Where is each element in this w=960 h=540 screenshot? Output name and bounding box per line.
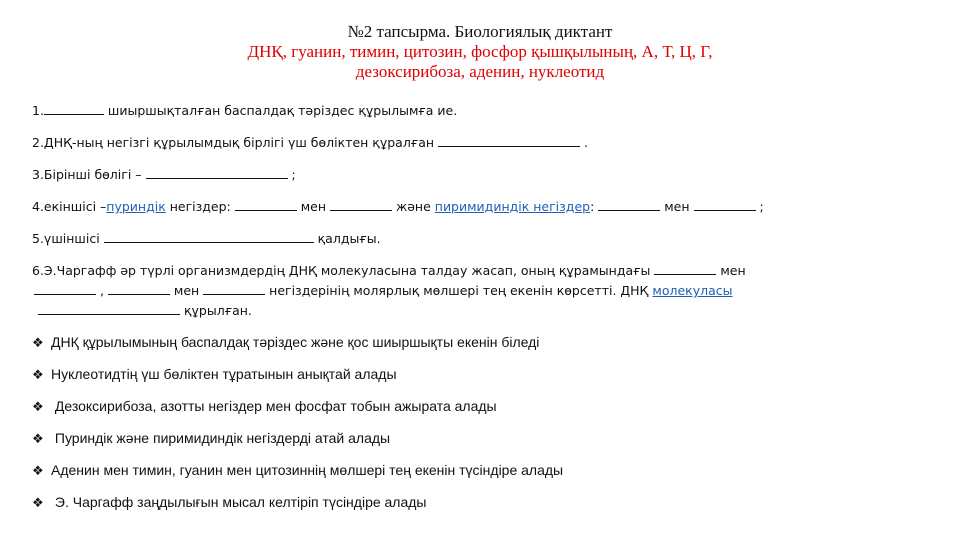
diamond-bullet-icon: ❖	[32, 495, 44, 510]
question-text: және	[392, 199, 435, 214]
question-text: мен	[169, 283, 204, 298]
question-text: негіздер:	[165, 199, 235, 214]
question-number: 1.	[32, 103, 44, 118]
objective-item	[32, 334, 539, 351]
diamond-bullet-icon: ❖	[32, 335, 44, 350]
answer-blank[interactable]	[38, 302, 180, 315]
objective-text: Аденин мен тимин, гуанин мен цитозиннің мөлшері тең екенін түсіндіре алады	[51, 462, 564, 478]
question-3	[32, 166, 296, 182]
question-suffix: .	[580, 135, 588, 150]
word-bank-line-1: ДНҚ, гуанин, тимин, цитозин, фосфор қышқылының, А, Т, Ц, Г,	[247, 42, 713, 61]
question-text: негіздерінің молярлық мөлшері тең екенін көрсетті. ДНҚ	[265, 283, 653, 298]
objective-item	[32, 430, 390, 447]
question-text: 3.Бірінші бөлігі –	[32, 167, 146, 182]
question-text: ,	[96, 283, 108, 298]
objective-item	[32, 494, 427, 511]
question-text: 2.ДНҚ-ның негізгі құрылымдық бірлігі үш бөліктен құралған	[32, 135, 438, 150]
title-block	[0, 22, 960, 82]
question-text: 5.үшіншісі	[32, 231, 104, 246]
objective-text: ДНҚ құрылымының баспалдақ тәріздес және қос шиыршықты екенін біледі	[51, 334, 540, 350]
question-text: :	[590, 199, 599, 214]
answer-blank[interactable]	[654, 262, 716, 275]
question-suffix: ;	[755, 199, 764, 214]
answer-blank[interactable]	[438, 134, 580, 147]
question-text: құрылған.	[180, 303, 252, 318]
answer-blank[interactable]	[598, 198, 660, 211]
question-suffix: ;	[287, 167, 296, 182]
objective-text: Пуриндік және пиримидиндік негіздерді атай алады	[51, 430, 391, 446]
objective-text: Нуклеотидтің үш бөліктен тұратынын анықтай алады	[51, 366, 397, 382]
diamond-bullet-icon: ❖	[32, 367, 44, 382]
answer-blank[interactable]	[203, 282, 265, 295]
objective-item	[32, 366, 397, 383]
question-1	[32, 102, 457, 118]
molecule-link[interactable]: молекуласы	[652, 283, 733, 298]
objective-item	[32, 398, 497, 415]
question-6-line-1	[32, 262, 746, 278]
question-text: мен	[660, 199, 694, 214]
purine-link[interactable]: пуриндік	[106, 199, 166, 214]
answer-blank[interactable]	[235, 198, 297, 211]
word-bank-line-2: дезоксирибоза, аденин, нуклеотид	[355, 62, 605, 81]
question-text: мен	[296, 199, 330, 214]
answer-blank[interactable]	[44, 102, 104, 115]
answer-blank[interactable]	[104, 230, 314, 243]
diamond-bullet-icon: ❖	[32, 431, 44, 446]
question-text: 6.Э.Чаргафф әр түрлі организмдердің ДНҚ молекуласына талдау жасап, оның құрамындағы	[32, 263, 655, 278]
question-6-line-3	[38, 302, 252, 318]
question-suffix: қалдығы.	[313, 231, 381, 246]
diamond-bullet-icon: ❖	[32, 399, 44, 414]
diamond-bullet-icon: ❖	[32, 463, 44, 478]
task-title: №2 тапсырма. Биологиялық диктант	[347, 22, 613, 41]
objective-item	[32, 462, 563, 479]
answer-blank[interactable]	[330, 198, 392, 211]
pyrimidine-link[interactable]: пиримидиндік негіздер	[434, 199, 591, 214]
answer-blank[interactable]	[34, 282, 96, 295]
objective-text: Э. Чаргафф заңдылығын мысал келтіріп түсіндіре алады	[51, 494, 427, 510]
answer-blank[interactable]	[108, 282, 170, 295]
question-text: шиыршықталған баспалдақ тәріздес құрылымға ие.	[103, 103, 458, 118]
answer-blank[interactable]	[146, 166, 288, 179]
objective-text: Дезоксирибоза, азотты негіздер мен фосфат тобын ажырата алады	[51, 398, 497, 414]
question-2	[32, 134, 588, 150]
question-text: 4.екіншісі –	[32, 199, 107, 214]
question-4	[32, 198, 764, 214]
question-6-line-2	[34, 282, 733, 298]
question-5	[32, 230, 381, 246]
answer-blank[interactable]	[694, 198, 756, 211]
question-text: мен	[716, 263, 746, 278]
